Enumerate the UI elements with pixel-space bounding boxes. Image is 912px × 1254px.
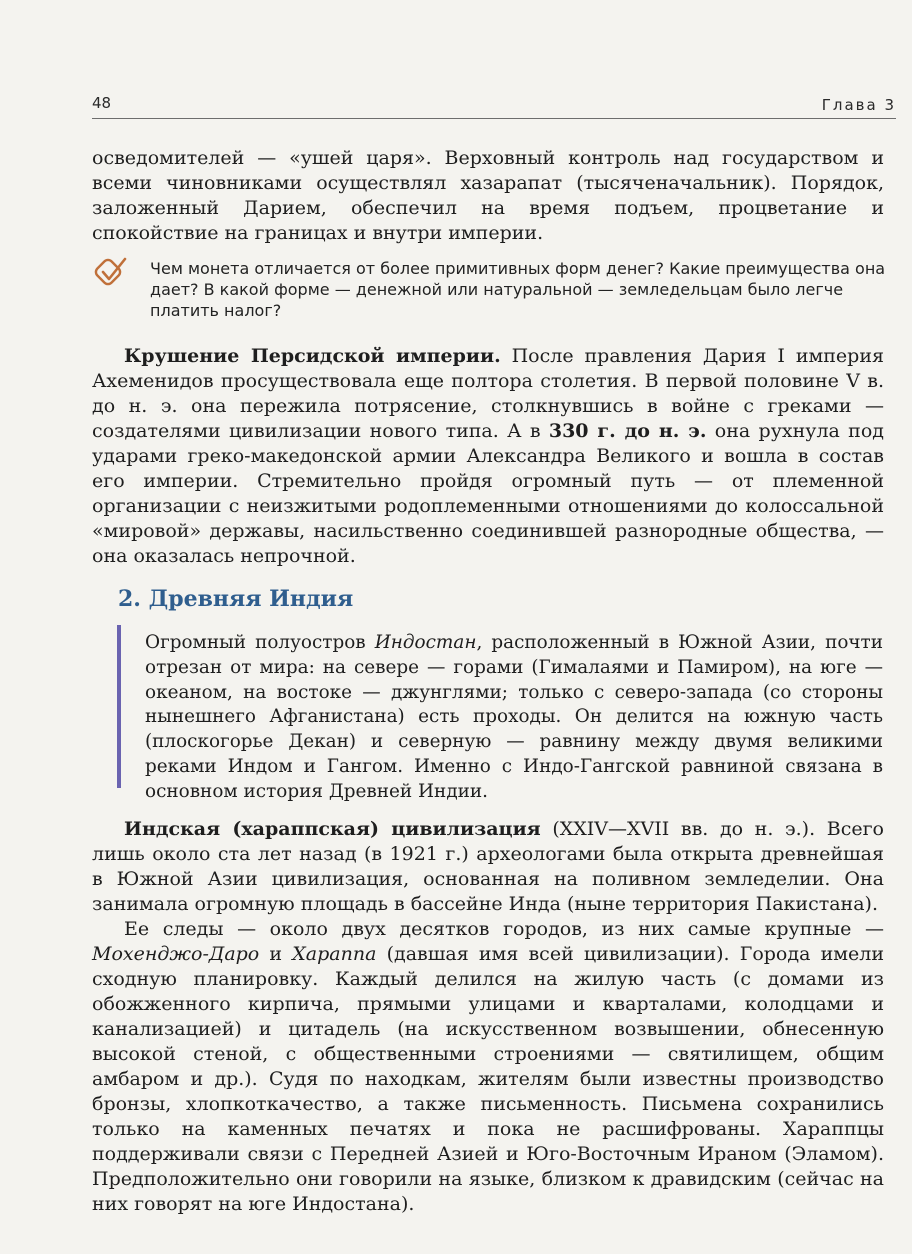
indus-p2-and: и (259, 943, 293, 965)
checkmark-icon (94, 255, 128, 289)
city-name: Мохенджо-Даро (92, 943, 260, 965)
city-name: Хараппа (292, 943, 377, 965)
callout-term: Индостан (374, 632, 477, 653)
callout-text-2: , расположенный в Южной Азии, почти отрезан от мира: на севере — горами (Гималаями и Памиром), на юге — океаном, на востоке — джунглями; только с северо-запада (со стороны нынешнего Афганистана) есть проходы. Он делится на южную часть (плоскогорье Декан) и северную — равнину между двумя великими реками Индом и Гангом. Именно с Индо-Гангской равниной связана в основном история Древней Индии. (145, 632, 883, 802)
callout-text (145, 631, 883, 805)
persia-date: 330 г. до н. э. (548, 420, 707, 442)
persia-heading: Крушение Персидской империи. (124, 345, 501, 367)
page-number: 48 (92, 94, 112, 112)
indus-paragraph-1 (92, 817, 884, 917)
indus-section (92, 817, 884, 1217)
page-header (92, 94, 896, 119)
indus-text-1: (XXIV—XVII вв. до н. э.). Всего лишь около ста лет назад (в 1921 г.) археологами была открыта древнейшая в Южной Азии цивилизация, основанная на поливном земледелии. Она занимала огромную площадь в бассейне Инда (ныне территория Пакистана). (92, 818, 884, 915)
paragraph-text: осведомителей — «ушей царя». Верховный контроль над государством и всеми чиновниками осуществлял хазарапат (тысяченачальник). Порядок, заложенный Дарием, обеспечил на время подъем, процветание и спокойствие на границах и внутри империи. (92, 147, 884, 244)
persia-text-1: После правления Дария I империя Ахеменидов просуществовала еще полтора столетия. В первой половине V в. до н. э. она пережила потрясение, столкнувшись в войне с греками — создателями цивилизации нового типа. А в (92, 345, 884, 442)
indus-p2-text-1: Ее следы — около двух десятков городов, из них самые крупные — (124, 918, 884, 940)
persia-text-2: она рухнула под ударами греко-македонской армии Александра Великого и вошла в состав его империи. Стремительно пройдя огромный путь — от племенной организации с неизжитыми родоплеменными отношениями до колоссальной «мировой» державы, насильственно соединившей разнородные общества, — она оказалась непрочной. (92, 420, 884, 567)
callout-text-1: Огромный полуостров (145, 632, 375, 653)
persia-section (92, 344, 884, 569)
chapter-label: Глава 3 (821, 96, 896, 114)
review-question: Чем монета отличается от более примитивных форм денег? Какие преимущества она дает? В какой форме — денежной или натуральной — земледельцам было легче платить налог? (150, 259, 886, 320)
persia-paragraph (92, 344, 884, 569)
indus-paragraph-2 (92, 917, 884, 1217)
indus-heading: Индская (хараппская) цивилизация (124, 818, 541, 840)
section-title: 2. Древняя Индия (118, 586, 354, 612)
paragraph-continuation (92, 146, 884, 246)
indus-p2-text-2: (давшая имя всей цивилизации). Города имели сходную планировку. Каждый делился на жилую часть (с домами из обожженного кирпича, прямыми улицами и кварталами, колодцами и канализацией) и цитадель (на искусственном возвышении, обнесенную высокой стеной, с общественными строениями — святилищем, общим амбаром и др.). Судя по находкам, жителям были известны производство бронзы, хлопкоткачество, а также письменность. Письмена сохранились только на каменных печатях и пока не расшифрованы. Хараппцы поддерживали связи с Передней Азией и Юго-Восточным Ираном (Эламом). Предположительно они говорили на языке, близком к дравидским (сейчас на них говорят на юге Индостана). (92, 943, 884, 1215)
callout-bar (117, 625, 121, 788)
